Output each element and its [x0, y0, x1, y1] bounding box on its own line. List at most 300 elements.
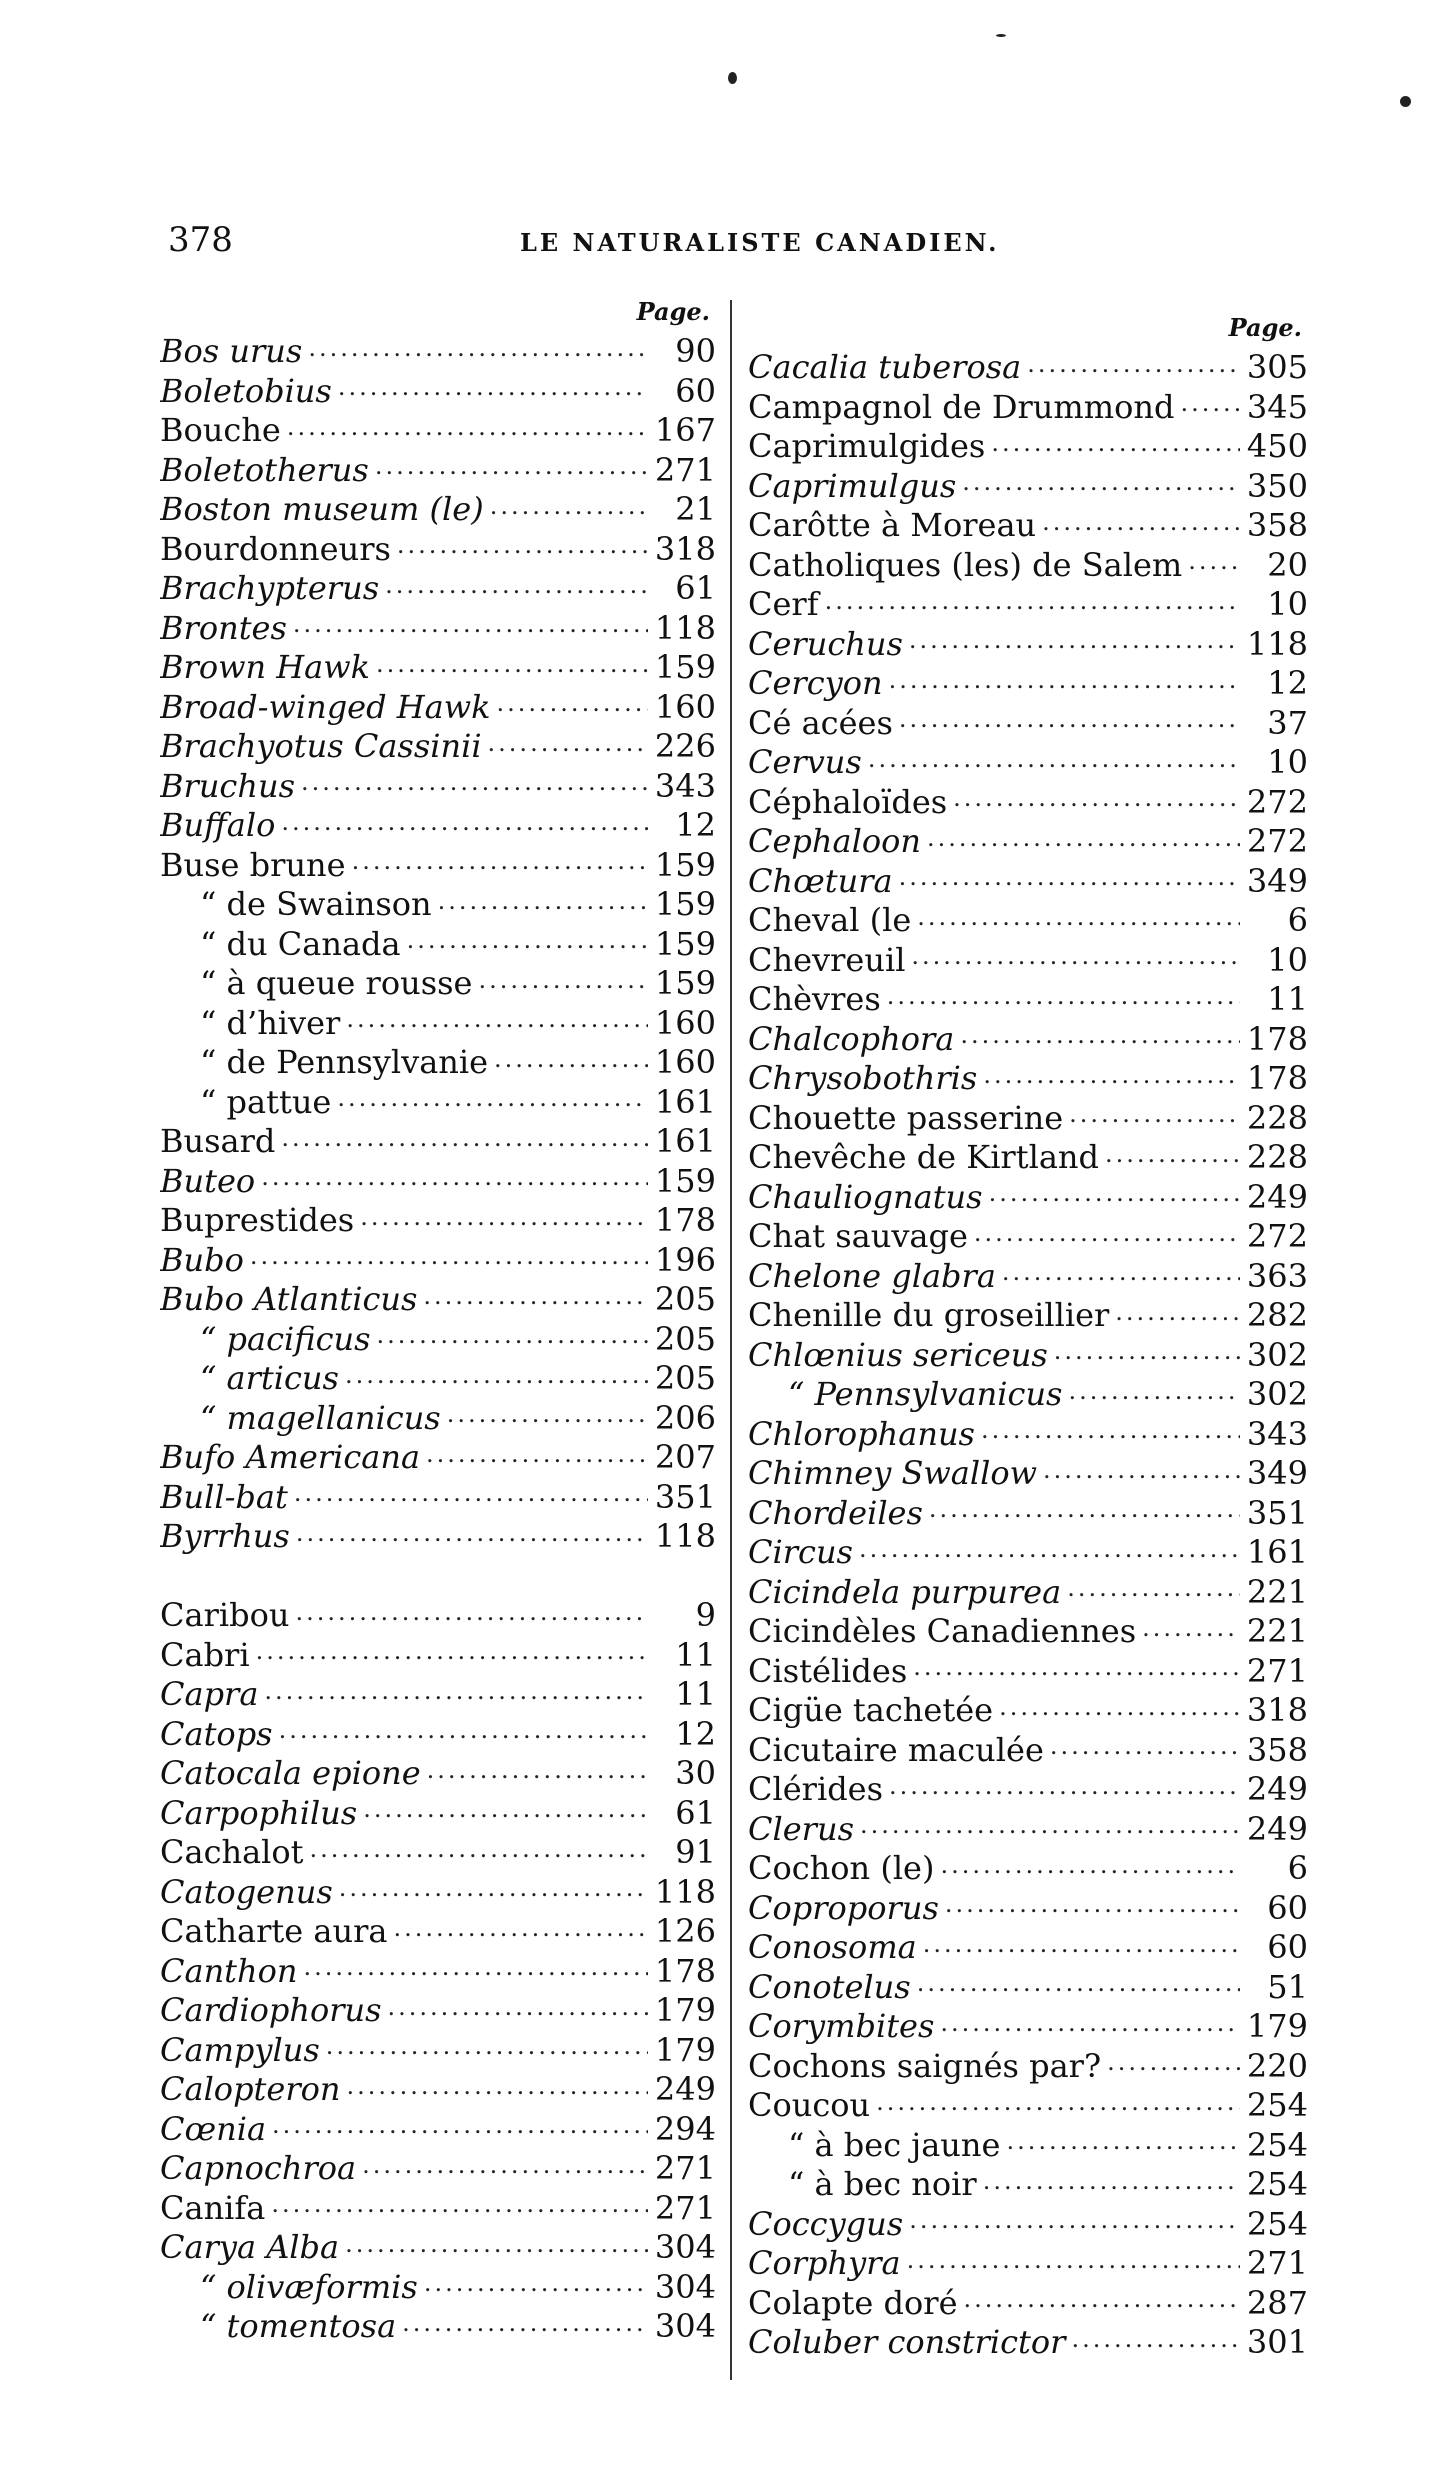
index-entry: [160, 2070, 716, 2110]
index-entry: [748, 2284, 1308, 2324]
index-entry: [748, 1375, 1308, 1415]
entry-page-number: 11: [675, 1675, 716, 1713]
index-entry: [160, 1241, 716, 1281]
dot-leader: [1188, 556, 1240, 576]
entry-page-number: 318: [1246, 1691, 1308, 1729]
index-entry: [160, 1912, 716, 1952]
entry-page-number: 272: [1246, 1217, 1308, 1255]
entry-term: Buse brune: [160, 845, 346, 884]
ink-speck: [996, 34, 1006, 37]
dot-leader: [295, 1606, 648, 1626]
index-list: [748, 348, 1308, 2363]
entry-term: “ du Canada: [200, 924, 401, 963]
entry-term: “ de Swainson: [200, 885, 432, 923]
entry-term: Clerus: [748, 1809, 854, 1848]
entry-page-number: 207: [654, 1438, 716, 1476]
index-entry: [748, 1691, 1308, 1731]
index-entry: [160, 1201, 716, 1241]
dot-leader: [388, 2001, 648, 2021]
dot-leader: [345, 2238, 648, 2258]
entry-term: Boletotherus: [160, 450, 369, 489]
entry-page-number: 228: [1246, 1098, 1308, 1137]
dot-leader: [310, 1843, 648, 1863]
index-column-right: [748, 292, 1308, 2363]
entry-term: Carpophilus: [160, 1793, 358, 1832]
index-entry: [748, 1849, 1308, 1889]
entry-term: Chordeiles: [748, 1493, 923, 1532]
entry-term: “ Pennsylvanicus: [788, 1375, 1063, 1413]
dot-leader: [427, 1764, 648, 1784]
index-entry: [160, 2189, 716, 2229]
index-entry: [160, 332, 716, 372]
index-entry: [160, 1359, 716, 1399]
entry-page-number: 304: [654, 2228, 716, 2266]
dot-leader: [424, 2278, 648, 2298]
entry-term: Brontes: [160, 608, 287, 647]
entry-page-number: 12: [1267, 664, 1308, 702]
entry-term: “ tomentosa: [200, 2307, 397, 2345]
entry-term: Cheval (le: [748, 901, 912, 939]
index-entry: [160, 490, 716, 530]
entry-page-number: 91: [675, 1833, 716, 1871]
entry-term: Chauliognatus: [748, 1177, 983, 1216]
index-entry: [748, 1494, 1308, 1534]
index-entry: [160, 1715, 716, 1755]
index-entry: [748, 1889, 1308, 1929]
entry-term: Cicindela purpurea: [748, 1572, 1062, 1611]
entry-page-number: 60: [675, 371, 716, 410]
dot-leader: [339, 1883, 648, 1903]
dot-leader: [1180, 398, 1240, 418]
dot-leader: [304, 1962, 648, 1982]
index-entry: [748, 427, 1308, 467]
index-list: [160, 332, 716, 2347]
entry-term: Bubo Atlanticus: [160, 1280, 418, 1318]
index-entry: [748, 1652, 1308, 1692]
index-entry: [160, 2307, 716, 2347]
entry-page-number: 271: [1246, 1651, 1308, 1690]
entry-page-number: 272: [1246, 782, 1308, 821]
dot-leader: [983, 1069, 1240, 1089]
entry-term: Coccygus: [748, 2204, 904, 2243]
entry-term: Catocala epione: [160, 1754, 421, 1792]
index-spacer: [160, 1557, 716, 1597]
dot-leader: [1071, 2333, 1240, 2353]
dot-leader: [345, 1369, 648, 1389]
entry-page-number: 249: [1246, 1809, 1308, 1848]
entry-term: Buffalo: [160, 806, 276, 844]
index-entry: [160, 569, 716, 609]
dot-leader: [1027, 358, 1240, 378]
entry-page-number: 343: [654, 766, 716, 805]
entry-term: Busard: [160, 1122, 276, 1160]
entry-page-number: 358: [1246, 506, 1308, 544]
entry-page-number: 118: [654, 608, 716, 647]
entry-page-number: 196: [654, 1240, 716, 1279]
dot-leader: [363, 1804, 648, 1824]
dot-leader: [991, 437, 1240, 457]
entry-page-number: 179: [1246, 2007, 1308, 2045]
entry-term: Cistélides: [748, 1651, 908, 1690]
entry-term: Chrysobothris: [748, 1059, 978, 1097]
index-entry: [160, 530, 716, 570]
index-entry: [160, 2110, 716, 2150]
index-entry: [160, 1004, 716, 1044]
entry-page-number: 345: [1246, 387, 1308, 426]
entry-page-number: 61: [675, 1793, 716, 1832]
entry-page-number: 167: [654, 411, 716, 449]
page-number: 378: [168, 220, 233, 260]
entry-page-number: 350: [1246, 466, 1308, 505]
dot-leader: [917, 1978, 1240, 1998]
entry-term: Cachalot: [160, 1833, 304, 1871]
dot-leader: [909, 635, 1240, 655]
page-column-label: Page.: [1228, 313, 1302, 342]
index-entry: [160, 609, 716, 649]
entry-page-number: 10: [1267, 940, 1308, 979]
index-entry: [748, 2086, 1308, 2126]
entry-page-number: 220: [1246, 2046, 1308, 2085]
entry-page-number: 118: [654, 1872, 716, 1911]
entry-page-number: 159: [654, 648, 716, 686]
index-entry: [160, 1043, 716, 1083]
entry-term: Colapte doré: [748, 2283, 958, 2322]
entry-term: Cephaloon: [748, 822, 921, 860]
entry-page-number: 304: [654, 2267, 716, 2306]
dot-leader: [1105, 1148, 1240, 1168]
entry-term: Carya Alba: [160, 2228, 340, 2266]
index-entry: [160, 2228, 716, 2268]
dot-leader: [940, 1859, 1240, 1879]
index-entry: [160, 1952, 716, 1992]
entry-term: Capnochroa: [160, 2149, 357, 2187]
entry-term: Buteo: [160, 1161, 256, 1200]
entry-term: “ à queue rousse: [200, 964, 473, 1002]
entry-page-number: 21: [675, 490, 716, 528]
dot-leader: [868, 753, 1240, 773]
dot-leader: [889, 1780, 1240, 1800]
entry-term: Caprimulgides: [748, 427, 986, 465]
entry-term: “ articus: [200, 1359, 339, 1397]
dot-leader: [438, 895, 648, 915]
dot-leader: [989, 1188, 1240, 1208]
entry-page-number: 294: [654, 2109, 716, 2148]
index-entry: [160, 2031, 716, 2071]
entry-term: Chalcophora: [748, 1019, 955, 1058]
index-entry: [748, 1533, 1308, 1573]
index-entry: [160, 372, 716, 412]
dot-leader: [913, 1662, 1240, 1682]
dot-leader: [1068, 1385, 1240, 1405]
ink-speck: [728, 72, 737, 84]
entry-term: Clérides: [748, 1770, 884, 1808]
entry-term: Campylus: [160, 2030, 320, 2069]
entry-page-number: 272: [1246, 822, 1308, 860]
index-entry: [748, 2165, 1308, 2205]
dot-leader: [1107, 2057, 1240, 2077]
index-entry: [160, 2149, 716, 2189]
entry-page-number: 221: [1246, 1612, 1308, 1650]
entry-term: Broad-winged Hawk: [160, 687, 491, 726]
index-entry: [748, 2126, 1308, 2166]
entry-term: Corymbites: [748, 2007, 935, 2045]
entry-term: Canthon: [160, 1951, 298, 1990]
dot-leader: [859, 1543, 1240, 1563]
entry-term: Bourdonneurs: [160, 529, 391, 568]
index-entry: [160, 846, 716, 886]
entry-term: Buprestides: [160, 1201, 355, 1239]
entry-term: Chenille du groseillier: [748, 1296, 1110, 1334]
entry-page-number: 61: [675, 569, 716, 607]
entry-term: Bufo Americana: [160, 1438, 421, 1476]
entry-page-number: 11: [1267, 980, 1308, 1018]
dot-leader: [1069, 1109, 1240, 1129]
dot-leader: [945, 1899, 1240, 1919]
dot-leader: [375, 461, 648, 481]
entry-page-number: 221: [1246, 1572, 1308, 1611]
entry-page-number: 358: [1246, 1730, 1308, 1769]
index-entry: [748, 2007, 1308, 2047]
entry-page-number: 160: [654, 687, 716, 726]
entry-page-number: 349: [1246, 861, 1308, 900]
entry-term: Chœtura: [748, 861, 893, 900]
index-entry: [748, 862, 1308, 902]
index-entry: [160, 1517, 716, 1557]
entry-page-number: 254: [1246, 2165, 1308, 2203]
entry-term: Cabri: [160, 1635, 250, 1674]
dot-leader: [1115, 1306, 1240, 1326]
ink-speck: [1400, 96, 1411, 107]
entry-page-number: 118: [654, 1517, 716, 1555]
entry-term: Céphaloïdes: [748, 782, 948, 821]
running-title: LE NATURALISTE CANADIEN.: [520, 228, 1000, 257]
entry-term: Cercyon: [748, 664, 883, 702]
index-entry: [748, 1731, 1308, 1771]
dot-leader: [960, 1030, 1240, 1050]
dot-leader: [294, 1488, 648, 1508]
entry-term: Bruchus: [160, 766, 295, 805]
dot-leader: [1142, 1622, 1240, 1642]
index-entry: [160, 1162, 716, 1202]
index-entry: [748, 388, 1308, 428]
entry-term: Capra: [160, 1675, 259, 1713]
index-entry: [160, 1794, 716, 1834]
dot-leader: [346, 1014, 648, 1034]
index-entry: [160, 1833, 716, 1873]
entry-page-number: 271: [654, 2149, 716, 2187]
entry-term: “ d’hiver: [200, 1003, 341, 1042]
index-entry: [160, 1873, 716, 1913]
index-entry: [748, 783, 1308, 823]
entry-term: Chlœnius sericeus: [748, 1335, 1048, 1374]
dot-leader: [889, 674, 1240, 694]
dot-leader: [377, 1330, 648, 1350]
entry-term: “ olivæformis: [200, 2267, 418, 2306]
entry-page-number: 351: [654, 1477, 716, 1516]
index-entry: [160, 767, 716, 807]
index-entry: [748, 1810, 1308, 1850]
entry-page-number: 302: [1246, 1375, 1308, 1413]
entry-term: Chevêche de Kirtland: [748, 1138, 1099, 1176]
index-entry: [748, 743, 1308, 783]
entry-page-number: 178: [1246, 1059, 1308, 1097]
index-entry: [748, 2047, 1308, 2087]
entry-term: Brachyotus Cassinii: [160, 727, 482, 765]
dot-leader: [272, 2120, 648, 2140]
entry-term: Cœnia: [160, 2109, 267, 2148]
entry-term: Conotelus: [748, 1967, 911, 2006]
dot-leader: [347, 2080, 648, 2100]
entry-page-number: 161: [1246, 1533, 1308, 1571]
entry-term: Cardiophorus: [160, 1991, 382, 2029]
dot-leader: [825, 595, 1240, 615]
dot-leader: [397, 540, 648, 560]
entry-term: Caribou: [160, 1596, 290, 1634]
index-entry: [160, 688, 716, 728]
entry-page-number: 10: [1267, 585, 1308, 623]
index-entry: [748, 1217, 1308, 1257]
page-column-label: Page.: [636, 297, 710, 326]
index-entry: [748, 704, 1308, 744]
dot-leader: [953, 793, 1240, 813]
entry-term: Canifa: [160, 2188, 266, 2227]
index-entry: [748, 1099, 1308, 1139]
index-entry: [160, 1675, 716, 1715]
entry-page-number: 160: [654, 1003, 716, 1042]
dot-leader: [338, 382, 648, 402]
entry-term: “ pacificus: [200, 1319, 371, 1358]
entry-page-number: 271: [1246, 2244, 1308, 2282]
entry-page-number: 302: [1246, 1335, 1308, 1374]
index-entry: [160, 451, 716, 491]
entry-page-number: 205: [654, 1359, 716, 1397]
dot-leader: [385, 579, 648, 599]
entry-page-number: 205: [654, 1280, 716, 1318]
entry-term: “ pattue: [200, 1082, 332, 1121]
index-entry: [160, 1636, 716, 1676]
index-entry: [748, 941, 1308, 981]
dot-leader: [1006, 2136, 1240, 2156]
dot-leader: [360, 1211, 648, 1231]
dot-leader: [423, 1290, 648, 1310]
entry-page-number: 271: [654, 450, 716, 489]
index-entry: [748, 1573, 1308, 1613]
entry-term: Cochon (le): [748, 1849, 935, 1887]
entry-page-number: 159: [654, 1161, 716, 1200]
index-entry: [160, 1122, 716, 1162]
entry-page-number: 349: [1246, 1454, 1308, 1492]
entry-term: Coproporus: [748, 1888, 939, 1927]
entry-page-number: 343: [1246, 1414, 1308, 1453]
entry-page-number: 51: [1267, 1967, 1308, 2006]
page-header: [0, 220, 1434, 260]
entry-page-number: 37: [1267, 703, 1308, 742]
entry-page-number: 226: [654, 727, 716, 765]
index-entry: [160, 1320, 716, 1360]
entry-term: Cerf: [748, 585, 819, 623]
index-entry: [160, 925, 716, 965]
index-entry: [748, 2205, 1308, 2245]
dot-leader: [376, 658, 648, 678]
index-entry: [748, 1454, 1308, 1494]
dot-leader: [962, 477, 1240, 497]
dot-leader: [999, 1701, 1240, 1721]
index-entry: [748, 506, 1308, 546]
entry-page-number: 249: [654, 2070, 716, 2108]
entry-term: Chat sauvage: [748, 1217, 968, 1255]
entry-page-number: 126: [654, 1912, 716, 1950]
entry-page-number: 205: [654, 1319, 716, 1358]
entry-term: Brown Hawk: [160, 648, 371, 686]
dot-leader: [917, 911, 1240, 931]
entry-page-number: 6: [1287, 901, 1308, 939]
dot-leader: [478, 974, 648, 994]
entry-page-number: 159: [654, 885, 716, 923]
entry-page-number: 161: [654, 1082, 716, 1121]
entry-term: Chlorophanus: [748, 1414, 975, 1453]
dot-leader: [296, 1527, 648, 1547]
entry-page-number: 118: [1246, 624, 1308, 663]
dot-leader: [362, 2159, 648, 2179]
index-entry: [160, 1399, 716, 1439]
entry-page-number: 178: [654, 1951, 716, 1990]
index-entry: [160, 1280, 716, 1320]
entry-page-number: 179: [654, 2030, 716, 2069]
index-entry: [748, 467, 1308, 507]
index-entry: [748, 1020, 1308, 1060]
dot-leader: [490, 500, 648, 520]
entry-page-number: 254: [1246, 2125, 1308, 2164]
dot-leader: [497, 698, 648, 718]
dot-leader: [271, 2199, 648, 2219]
entry-page-number: 301: [1246, 2323, 1308, 2361]
entry-page-number: 282: [1246, 1296, 1308, 1334]
index-entry: [748, 625, 1308, 665]
entry-term: Cicindèles Canadiennes: [748, 1612, 1137, 1650]
entry-page-number: 12: [675, 1714, 716, 1753]
dot-leader: [981, 1425, 1240, 1445]
entry-page-number: 254: [1246, 2086, 1308, 2124]
dot-leader: [264, 1685, 648, 1705]
entry-page-number: 60: [1267, 1928, 1308, 1966]
entry-term: Coluber constrictor: [748, 2323, 1066, 2361]
dot-leader: [940, 2017, 1240, 2037]
index-entry: [748, 1928, 1308, 1968]
entry-page-number: 6: [1287, 1849, 1308, 1887]
entry-page-number: 9: [695, 1596, 716, 1634]
index-entry: [160, 1991, 716, 2031]
entry-term: Coucou: [748, 2086, 871, 2124]
entry-page-number: 159: [654, 964, 716, 1002]
entry-term: Catharte aura: [160, 1912, 388, 1950]
index-entry: [748, 1059, 1308, 1099]
entry-term: Cé acées: [748, 703, 893, 742]
index-entry: [748, 822, 1308, 862]
dot-leader: [308, 342, 648, 362]
index-entry: [748, 585, 1308, 625]
entry-term: Cicutaire maculée: [748, 1730, 1044, 1769]
dot-leader: [899, 872, 1240, 892]
dot-leader: [488, 737, 648, 757]
dot-leader: [352, 856, 648, 876]
dot-leader: [927, 832, 1240, 852]
dot-leader: [426, 1448, 648, 1468]
entry-term: Bull-bat: [160, 1477, 288, 1516]
entry-page-number: 249: [1246, 1770, 1308, 1808]
entry-term: Circus: [748, 1533, 853, 1571]
index-entry: [748, 1968, 1308, 2008]
entry-page-number: 60: [1267, 1888, 1308, 1927]
